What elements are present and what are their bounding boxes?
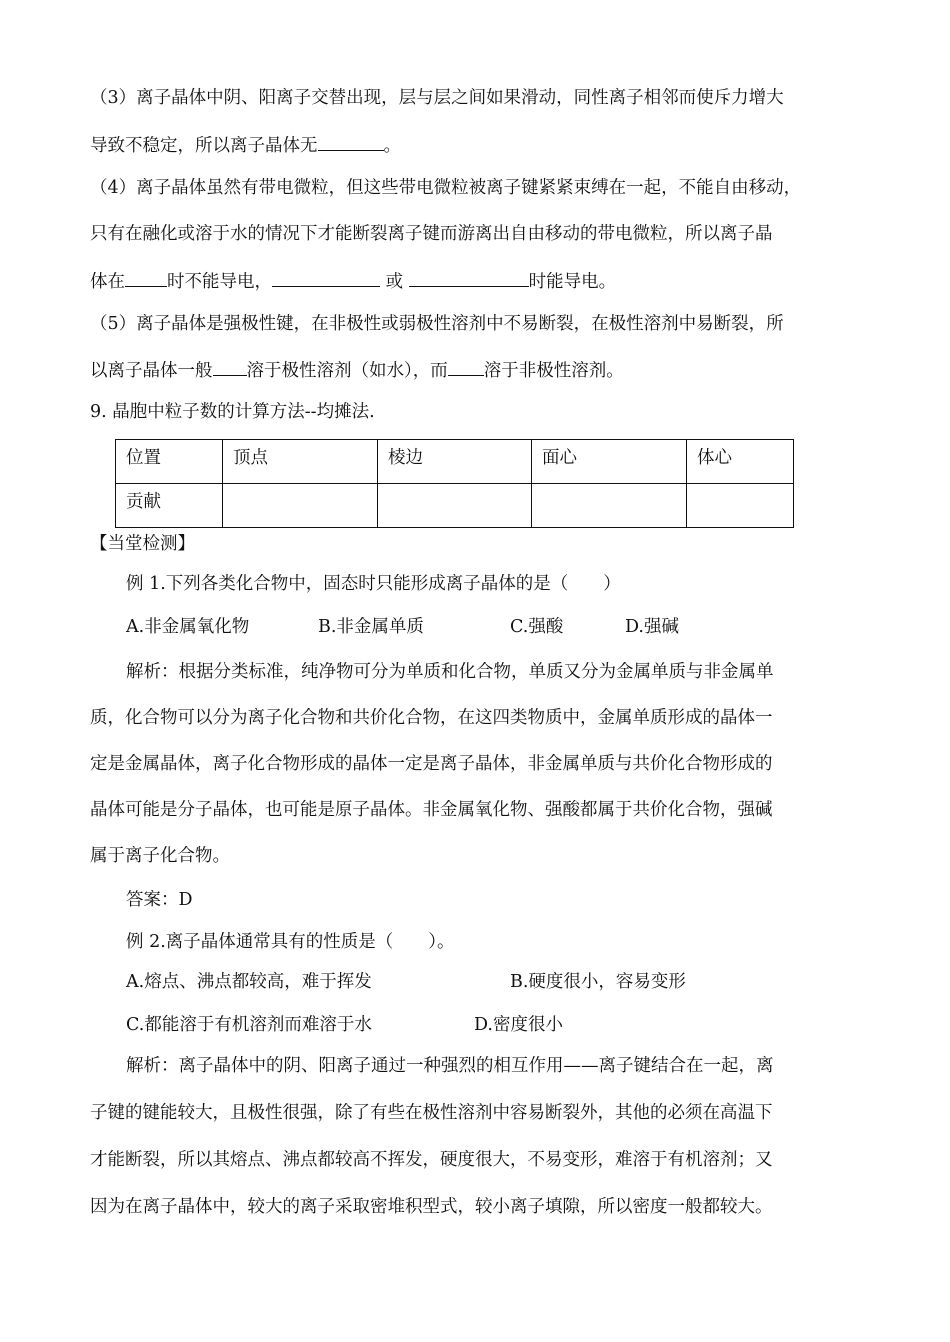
fill-blank — [213, 357, 247, 376]
ex2-analysis-line: 子键的键能较大，且极性很强，除了有些在极性溶剂中容易断裂外，其他的必须在高温下 — [90, 1103, 773, 1123]
counting-table — [115, 439, 794, 528]
ex1-analysis-line: 定是金属晶体，离子化合物形成的晶体一定是离子晶体，非金属单质与共价化合物形成的 — [90, 754, 773, 774]
p4-line3-c: 或 — [380, 272, 409, 292]
ex1-option-a: A.非金属氧化物 — [126, 617, 250, 637]
ex2-analysis-line: 因为在离子晶体中，较大的离子采取密堆积型式，较小离子填隙，所以密度一般都较大。 — [90, 1197, 773, 1217]
p5-line2-a: 以离子晶体一般 — [90, 361, 213, 381]
table-cell — [378, 484, 532, 528]
table-cell — [532, 484, 687, 528]
p3-line2 — [90, 132, 401, 158]
ex2-question: 例 2.离子晶体通常具有的性质是（ ）。 — [126, 932, 455, 952]
table-cell: 体心 — [687, 440, 794, 484]
table-cell — [687, 484, 794, 528]
ex1-analysis-line: 晶体可能是分子晶体，也可能是原子晶体。非金属氧化物、强酸都属于共价化合物，强碱 — [90, 800, 773, 820]
ex2-option-c: C.都能溶于有机溶剂而难溶于水 — [126, 1015, 372, 1035]
p5-line1: （5）离子晶体是强极性键，在非极性或弱极性溶剂中不易断裂，在极性溶剂中易断裂，所 — [90, 314, 784, 334]
ex2-option-a: A.熔点、沸点都较高，难于挥发 — [126, 972, 372, 992]
fill-blank — [272, 268, 380, 287]
p5-line2-c: 溶于非极性溶剂。 — [483, 361, 624, 381]
p4-line1: （4）离子晶体虽然有带电微粒，但这些带电微粒被离子键紧紧束缚在一起，不能自由移动， — [90, 178, 802, 198]
fill-blank — [125, 268, 167, 287]
p5-line2 — [90, 357, 624, 383]
ex2-analysis-line: 解析：离子晶体中的阴、阳离子通过一种强烈的相互作用——离子键结合在一起，离 — [126, 1056, 774, 1076]
p4-line2: 只有在融化或溶于水的情况下才能断裂离子键而游离出自由移动的带电微粒，所以离子晶 — [90, 224, 773, 244]
ex2-option-d: D.密度很小 — [474, 1015, 563, 1035]
p4-line3-d: 时能导电。 — [528, 272, 617, 292]
table-cell: 棱边 — [378, 440, 532, 484]
table-cell: 位置 — [116, 440, 223, 484]
p3-line2-end: 。 — [383, 136, 401, 156]
ex1-question: 例 1.下列各类化合物中，固态时只能形成离子晶体的是（ ） — [126, 574, 621, 594]
section-title: 【当堂检测】 — [90, 534, 195, 554]
table-cell: 顶点 — [223, 440, 378, 484]
ex2-options-row1 — [126, 970, 686, 994]
ex1-option-b: B.非金属单质 — [318, 617, 424, 637]
fill-blank — [409, 268, 529, 287]
fill-blank — [448, 357, 484, 376]
table-cell — [223, 484, 378, 528]
p3-line2-text: 导致不稳定，所以离子晶体无 — [90, 136, 318, 156]
table-cell: 贡献 — [116, 484, 223, 528]
p3-line1: （3）离子晶体中阴、阳离子交替出现，层与层之间如果滑动，同性离子相邻而使斥力增大 — [90, 88, 784, 108]
ex2-analysis-line: 才能断裂，所以其熔点、沸点都较高不挥发，硬度很大，不易变形，难溶于有机溶剂；又 — [90, 1150, 773, 1170]
p4-line3-b: 时不能导电， — [167, 272, 272, 292]
ex2-option-b: B.硬度很小，容易变形 — [510, 972, 686, 992]
ex1-analysis-line: 属于离子化合物。 — [90, 846, 230, 866]
table-cell: 面心 — [532, 440, 687, 484]
table-header-row — [116, 440, 794, 484]
ex1-options — [126, 615, 679, 639]
p4-line3 — [90, 268, 616, 294]
ex1-option-c: C.强酸 — [510, 617, 564, 637]
ex1-analysis-line: 解析：根据分类标准，纯净物可分为单质和化合物，单质又分为金属单质与非金属单 — [126, 662, 774, 682]
table-row — [116, 484, 794, 528]
fill-blank — [318, 132, 384, 151]
ex2-options-row2 — [126, 1013, 563, 1037]
item-9: 9. 晶胞中粒子数的计算方法--均摊法. — [90, 402, 375, 422]
ex1-answer: 答案：D — [126, 890, 193, 910]
p4-line3-a: 体在 — [90, 272, 125, 292]
p5-line2-b: 溶于极性溶剂（如水），而 — [246, 361, 448, 381]
ex1-option-d: D.强碱 — [625, 617, 679, 637]
ex1-analysis-line: 质，化合物可以分为离子化合物和共价化合物，在这四类物质中，金属单质形成的晶体一 — [90, 708, 773, 728]
